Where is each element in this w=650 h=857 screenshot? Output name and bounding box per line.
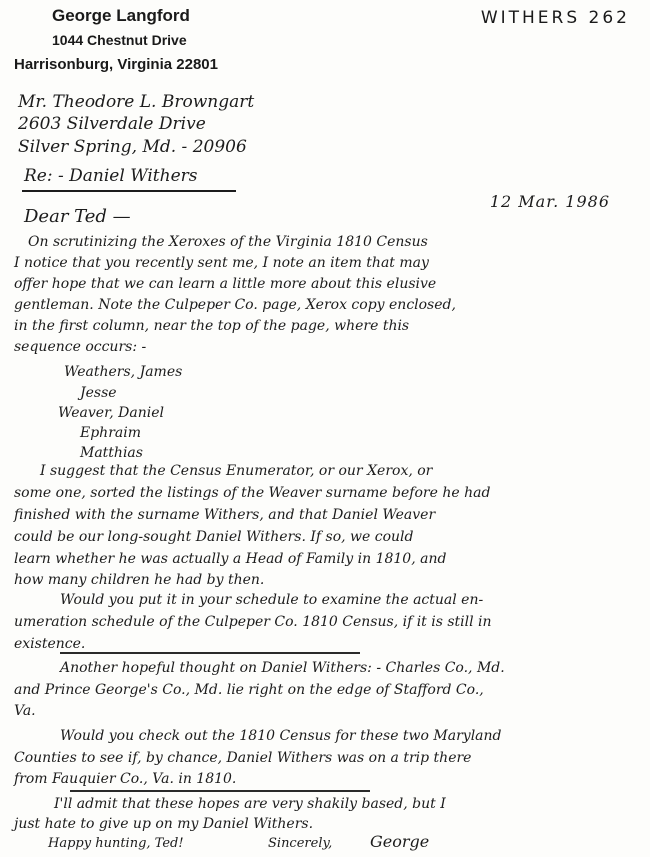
body-line: Would you put it in your schedule to examine the actual en- bbox=[60, 592, 484, 608]
section-divider bbox=[60, 652, 360, 654]
letter-date: 12 Mar. 1986 bbox=[489, 192, 610, 211]
list-item: Weathers, James bbox=[64, 364, 183, 380]
body-line: Would you check out the 1810 Census for these two Maryland bbox=[60, 728, 502, 744]
body-line: some one, sorted the listings of the Weaver surname before he had bbox=[14, 485, 491, 501]
salutation: Dear Ted — bbox=[24, 206, 131, 227]
reference-number: WITHERS 262 bbox=[480, 8, 630, 28]
section-divider bbox=[70, 790, 370, 792]
body-line: I suggest that the Census Enumerator, or our Xerox, or bbox=[40, 463, 433, 479]
body-line: existence. bbox=[14, 636, 86, 652]
body-line: umeration schedule of the Culpeper Co. 1810 Census, if it is still in bbox=[14, 614, 492, 630]
list-item: Ephraim bbox=[80, 425, 141, 441]
list-item: Weaver, Daniel bbox=[58, 405, 164, 421]
body-line: I'll admit that these hopes are very shakily based, but I bbox=[54, 796, 446, 812]
closing: Sincerely, bbox=[268, 836, 333, 851]
letterhead-city: Harrisonburg, Virginia 22801 bbox=[14, 56, 218, 73]
body-line: just hate to give up on my Daniel Withers. bbox=[14, 816, 314, 832]
recipient-name: Mr. Theodore L. Browngart bbox=[18, 92, 255, 112]
body-line: finished with the surname Withers, and that Daniel Weaver bbox=[14, 507, 436, 523]
letterhead-name: George Langford bbox=[52, 6, 190, 25]
body-line: sequence occurs: - bbox=[14, 339, 147, 355]
body-line: and Prince George's Co., Md. lie right on the edge of Stafford Co., bbox=[14, 682, 484, 698]
subject-line: Re: - Daniel Withers bbox=[24, 166, 198, 186]
body-line: from Fauquier Co., Va. in 1810. bbox=[14, 771, 237, 787]
body-line: I notice that you recently sent me, I note an item that may bbox=[14, 255, 429, 271]
subject-underline bbox=[22, 190, 236, 192]
recipient-city: Silver Spring, Md. - 20906 bbox=[18, 137, 247, 157]
body-line: On scrutinizing the Xeroxes of the Virginia 1810 Census bbox=[28, 234, 428, 250]
closing-greeting: Happy hunting, Ted! bbox=[48, 836, 184, 851]
list-item: Jesse bbox=[80, 385, 117, 401]
body-line: Va. bbox=[14, 703, 36, 719]
body-line: offer hope that we can learn a little more about this elusive bbox=[14, 276, 437, 292]
body-line: Counties to see if, by chance, Daniel Withers was on a trip there bbox=[14, 750, 472, 766]
letterhead-street: 1044 Chestnut Drive bbox=[52, 32, 187, 48]
body-line: how many children he had by then. bbox=[14, 572, 265, 588]
body-line: learn whether he was actually a Head of Family in 1810, and bbox=[14, 551, 447, 567]
body-line: could be our long-sought Daniel Withers. If so, we could bbox=[14, 529, 414, 545]
body-line: Another hopeful thought on Daniel Withers: - Charles Co., Md. bbox=[60, 660, 505, 676]
body-line: gentleman. Note the Culpeper Co. page, Xerox copy enclosed, bbox=[14, 297, 456, 313]
recipient-street: 2603 Silverdale Drive bbox=[18, 114, 206, 134]
signature: George bbox=[370, 832, 430, 851]
body-line: in the first column, near the top of the page, where this bbox=[14, 318, 410, 334]
list-item: Matthias bbox=[80, 445, 143, 461]
